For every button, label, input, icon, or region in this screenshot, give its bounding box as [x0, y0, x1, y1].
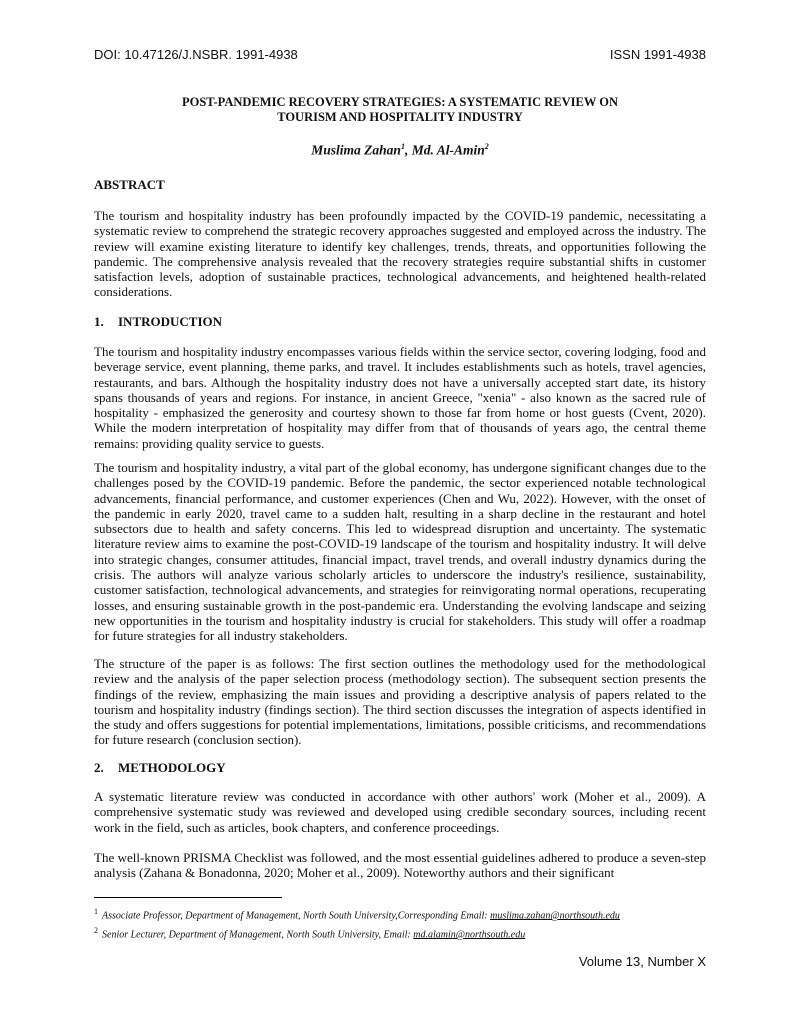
methodology-heading [94, 760, 706, 776]
introduction-paragraph-2: The tourism and hospitality industry, a vital part of the global economy, has undergone significant changes due to the challenges posed by the COVID-19 pandemic. Before the pandemic, the sector experienced notable technological advancements, financial performance, and customer experiences (Chen and Wu, 2022). However, with the onset of the pandemic in early 2020, travel came to a sudden halt, resulting in a sharp decline in the restaurant and hotel subsectors due to health and safety concerns. This led to widespread disruption and uncertainty. The systematic literature review aims to examine the post-COVID-19 landscape of the tourism and hospitality industry. It will delve into strategic changes, consumer attitudes, financial impact, travel trends, and overall industry dynamics during the crisis. The authors will analyze various scholarly articles to underscore the industry's resilience, sustainability, customer satisfaction, technological advancements, and strategies for reinvigorating normal operations, recuperating losses, and ensuring sustainable growth in the post-pandemic era. Understanding the evolving landscape and seizing new opportunities in the tourism and hospitality industry is crucial for stakeholders. This study will offer a roadmap for future strategies for all industry stakeholders. [94, 460, 706, 644]
section-number: 1. [94, 314, 104, 329]
author-1: Muslima Zahan [311, 142, 401, 158]
section-title: METHODOLOGY [118, 760, 226, 775]
abstract-heading: ABSTRACT [94, 177, 165, 192]
issn-header: ISSN 1991-4938 [609, 47, 706, 62]
volume-footer: Volume 13, Number X [578, 954, 706, 969]
author-2-affiliation-marker: 2 [484, 142, 489, 151]
footnote-marker: 2 [94, 926, 98, 935]
footnote-separator [94, 897, 282, 898]
footnote-text: Senior Lecturer, Department of Management, North South University, Email: [102, 929, 414, 941]
paper-title [94, 95, 706, 125]
title-line-1: POST-PANDEMIC RECOVERY STRATEGIES: A SYSTEMATIC REVIEW ON [182, 95, 618, 109]
author-separator: , [404, 142, 412, 158]
email-link[interactable]: md.alamin@northsouth.edu [413, 929, 526, 941]
author-1-affiliation-marker: 1 [400, 142, 405, 151]
abstract-text: The tourism and hospitality industry has been profoundly impacted by the COVID-19 pandemic, necessitating a systematic review to comprehend the strategic recovery approaches suggested and employed across the industry. The review will examine existing literature to identify key challenges, trends, threats, and opportunities following the pandemic. The comprehensive analysis revealed that the recovery strategies require substantial shifts in customer satisfaction levels, adoption of sustainable practices, technological advancements, and heightened health-related considerations. [94, 208, 706, 300]
author-2: Md. Al-Amin [411, 142, 485, 158]
footnote-text: Associate Professor, Department of Management, North South University,Corresponding Email: [102, 910, 491, 922]
methodology-paragraph-2: The well-known PRISMA Checklist was followed, and the most essential guidelines adhered to produce a seven-step analysis (Zahana & Bonadonna, 2020; Moher et al., 2009). Noteworthy authors and their significant [94, 850, 706, 881]
methodology-paragraph-1: A systematic literature review was conducted in accordance with other authors' work (Moher et al., 2009). A comprehensive systematic study was reviewed and developed using credible secondary sources, including recent work in the field, such as articles, book chapters, and conference proceedings. [94, 789, 706, 835]
introduction-paragraph-1: The tourism and hospitality industry encompasses various fields within the service sector, covering lodging, food and beverage service, event planning, theme parks, and travel. It includes establishments such as hotels, travel agencies, restaurants, and bars. Although the hospitality industry does not have a universally accepted start date, its history spans thousands of years and regions. For instance, in ancient Greece, "xenia" - also known as the sacred rule of hospitality - emphasized the generosity and courtesy shown to those far from home or host guests (Cvent, 2020). While the modern interpretation of hospitality may differ from that of thousands of years ago, the central theme remains: providing quality service to guests. [94, 344, 706, 451]
footnote-marker: 1 [94, 907, 98, 916]
footnote-1 [94, 907, 714, 921]
footnote-2 [94, 926, 714, 940]
email-link[interactable]: muslima.zahan@northsouth.edu [490, 910, 620, 922]
section-title: INTRODUCTION [118, 314, 223, 329]
introduction-heading [94, 314, 706, 330]
doi-header: DOI: 10.47126/J.NSBR. 1991-4938 [94, 47, 298, 62]
introduction-paragraph-3: The structure of the paper is as follows: The first section outlines the methodology used for the methodological review and the analysis of the paper selection process (methodology section). The subsequent section presents the findings of the review, emphasizing the main issues and providing a descriptive analysis of papers related to the tourism and hospitality industry (findings section). The third section discusses the integration of aspects identified in the study and offers suggestions for potential implementations, limitations, possible criticisms, and recommendations for future research (conclusion section). [94, 656, 706, 748]
section-number: 2. [94, 760, 104, 775]
author-line [94, 142, 706, 159]
title-line-2: TOURISM AND HOSPITALITY INDUSTRY [277, 110, 523, 124]
